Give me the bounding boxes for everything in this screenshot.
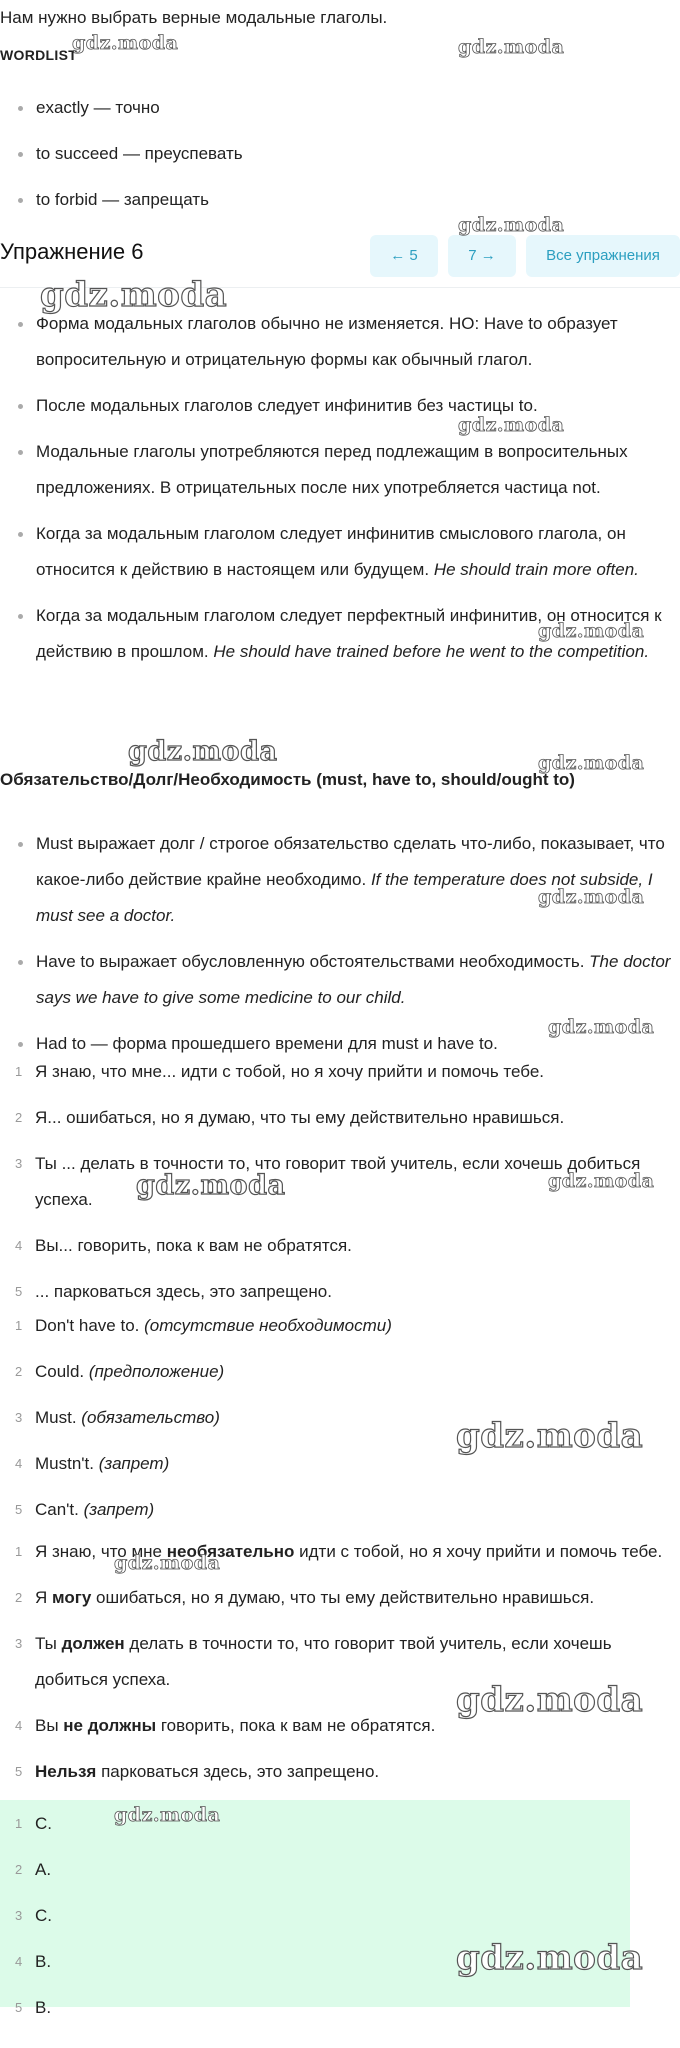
- item-number: 2: [15, 1110, 23, 1125]
- rules-list: [0, 306, 680, 670]
- answer-text: A.: [35, 1860, 52, 1879]
- answer-item: [0, 1852, 680, 1888]
- rule-item: [0, 516, 680, 588]
- translation-text: ошибаться, но я думаю, что ты ему действительно нравишься.: [91, 1588, 595, 1607]
- watermark: gdz.moda: [548, 1170, 655, 1192]
- item-number: 1: [15, 1816, 23, 1831]
- translation-text: делать в точности то, что говорит твой учитель, если хочешь добиться успеха.: [35, 1634, 612, 1689]
- next-exercise-button[interactable]: 7 →: [448, 235, 516, 277]
- item-number: 4: [15, 1456, 23, 1471]
- all-exercises-button[interactable]: Все упражнения: [526, 235, 680, 277]
- answer-text: B.: [35, 1952, 52, 1971]
- translation-text: Вы: [35, 1716, 64, 1735]
- rule-text: После модальных глаголов следует инфинитив без частицы to.: [36, 396, 538, 415]
- answer-item: [0, 1806, 680, 1842]
- wordlist-label: WORDLIST: [0, 47, 78, 63]
- solution-item: [0, 1308, 680, 1344]
- task-item: [0, 1100, 680, 1136]
- task-item: [0, 1054, 680, 1090]
- translation-text: говорить, пока к вам не обратятся.: [156, 1716, 436, 1735]
- solution-text: Don't have to.: [35, 1316, 145, 1335]
- translation-list: [0, 1534, 680, 1790]
- watermark: gdz.moda: [538, 620, 645, 642]
- translation-item: [0, 1580, 680, 1616]
- translation-item: [0, 1534, 680, 1570]
- solution-note: (предположение): [88, 1362, 225, 1381]
- rule-item: [0, 388, 680, 424]
- answer-item: [0, 1990, 680, 2026]
- watermark: gdz.moda: [72, 32, 179, 54]
- solution-note: (запрет): [98, 1454, 170, 1473]
- item-number: 3: [15, 1908, 23, 1923]
- watermark: gdz.moda: [538, 886, 645, 908]
- intro-text: Нам нужно выбрать верные модальные глаголы.: [0, 8, 388, 27]
- watermark: gdz.moda: [456, 1680, 644, 1720]
- translation-modal: не должны: [63, 1716, 157, 1735]
- solution-text: Must.: [35, 1408, 82, 1427]
- solution-note: (запрет): [83, 1500, 155, 1519]
- obligation-text: Must выражает долг / строгое обязательство сделать что-либо, показывает, что какое-либо действие крайне необходимо.: [36, 834, 665, 889]
- item-number: 1: [15, 1318, 23, 1333]
- obligation-example: If the temperature does not subside, I must see a doctor.: [36, 870, 653, 925]
- watermark: gdz.moda: [114, 1552, 221, 1574]
- rule-text: Когда за модальным глаголом следует перфектный инфинитив, он относится к действию в прошлом.: [36, 606, 662, 661]
- solution-note: (обязательство): [81, 1408, 220, 1427]
- solution-text: Mustn't.: [35, 1454, 99, 1473]
- wordlist: [0, 90, 680, 218]
- item-number: 2: [15, 1862, 23, 1877]
- obligation-item: [0, 826, 680, 934]
- watermark: gdz.moda: [456, 1416, 644, 1456]
- item-number: 4: [15, 1954, 23, 1969]
- obligation-text: Had to — форма прошедшего времени для must и have to.: [36, 1034, 498, 1053]
- solution-item: [0, 1354, 680, 1390]
- item-number: 3: [15, 1410, 23, 1425]
- watermark: gdz.moda: [548, 1016, 655, 1038]
- translation-modal: должен: [61, 1634, 125, 1653]
- item-number: 5: [15, 1284, 23, 1299]
- rule-example: He should train more often.: [433, 560, 639, 579]
- watermark: gdz.moda: [458, 36, 565, 58]
- exercise-title: Упражнение 6: [0, 239, 144, 264]
- watermark: gdz.moda: [114, 1804, 221, 1826]
- item-number: 4: [15, 1718, 23, 1733]
- rule-text: Когда за модальным глаголом следует инфинитив смыслового глагола, он относится к действию в настоящем или будущем.: [36, 524, 626, 579]
- task-text: Я... ошибаться, но я думаю, что ты ему действительно нравишься.: [35, 1108, 565, 1127]
- translation-item: [0, 1754, 680, 1790]
- wordlist-item: to forbid — запрещать: [0, 182, 680, 218]
- item-number: 2: [15, 1590, 23, 1605]
- watermark: gdz.moda: [128, 736, 278, 767]
- wordlist-item: to succeed — преуспевать: [0, 136, 680, 172]
- rule-item: [0, 306, 680, 378]
- translation-text: идти с тобой, но я хочу прийти и помочь тебе.: [294, 1542, 663, 1561]
- obligation-text: Have to выражает обусловленную обстоятельствами необходимость.: [36, 952, 590, 971]
- translation-text: парковаться здесь, это запрещено.: [96, 1762, 380, 1781]
- translation-modal: могу: [52, 1588, 92, 1607]
- watermark: gdz.moda: [458, 414, 565, 436]
- obligation-example: The doctor says we have to give some medicine to our child.: [36, 952, 671, 1007]
- item-number: 3: [15, 1636, 23, 1651]
- translation-modal: Нельзя: [35, 1762, 97, 1781]
- solution-text: Can't.: [35, 1500, 84, 1519]
- translation-text: Я знаю, что мне: [35, 1542, 167, 1561]
- translation-text: Я: [35, 1588, 52, 1607]
- item-number: 2: [15, 1364, 23, 1379]
- watermark: gdz.moda: [458, 214, 565, 236]
- answer-text: B.: [35, 1998, 52, 2017]
- task-text: ... парковаться здесь, это запрещено.: [35, 1282, 332, 1301]
- prev-exercise-button[interactable]: ← 5: [370, 235, 438, 277]
- watermark: gdz.moda: [40, 275, 228, 315]
- watermark: gdz.moda: [136, 1170, 286, 1201]
- rule-text: Модальные глаголы употребляются перед подлежащим в вопросительных предложениях. В отрицательных после них употребляется частица not.: [36, 442, 628, 497]
- watermark: gdz.moda: [456, 1938, 644, 1978]
- translation-text: Ты: [35, 1634, 62, 1653]
- task-item: [0, 1228, 680, 1264]
- task-text: Ты ... делать в точности то, что говорит твой учитель, если хочешь добиться успеха.: [35, 1154, 641, 1209]
- task-text: Вы... говорить, пока к вам не обратятся.: [35, 1236, 352, 1255]
- solution-note: (отсутствие необходимости): [144, 1316, 392, 1335]
- watermark: gdz.moda: [538, 752, 645, 774]
- item-number: 3: [15, 1156, 23, 1171]
- answer-text: C.: [35, 1906, 52, 1925]
- obligation-heading: Обязательство/Долг/Необходимость (must, have to, should/ought to): [0, 770, 575, 789]
- rule-example: He should have trained before he went to the competition.: [213, 642, 650, 661]
- obligation-item: [0, 944, 680, 1016]
- rule-text: Форма модальных глаголов обычно не изменяется. НО: Have to образует вопросительную и отрицательную формы как обычный глагол.: [36, 314, 618, 369]
- solution-item: [0, 1492, 680, 1528]
- answer-text: C.: [35, 1814, 52, 1833]
- item-number: 5: [15, 1502, 23, 1517]
- item-number: 1: [15, 1544, 23, 1559]
- rule-item: [0, 434, 680, 506]
- task-text: Я знаю, что мне... идти с тобой, но я хочу прийти и помочь тебе.: [35, 1062, 545, 1081]
- wordlist-item: exactly — точно: [0, 90, 680, 126]
- solution-text: Could.: [35, 1362, 89, 1381]
- item-number: 5: [15, 2000, 23, 2015]
- answer-item: [0, 1898, 680, 1934]
- translation-modal: необязательно: [166, 1542, 295, 1561]
- item-number: 4: [15, 1238, 23, 1253]
- answer-list: [0, 1806, 680, 2026]
- task-item: [0, 1274, 680, 1310]
- item-number: 5: [15, 1764, 23, 1779]
- item-number: 1: [15, 1064, 23, 1079]
